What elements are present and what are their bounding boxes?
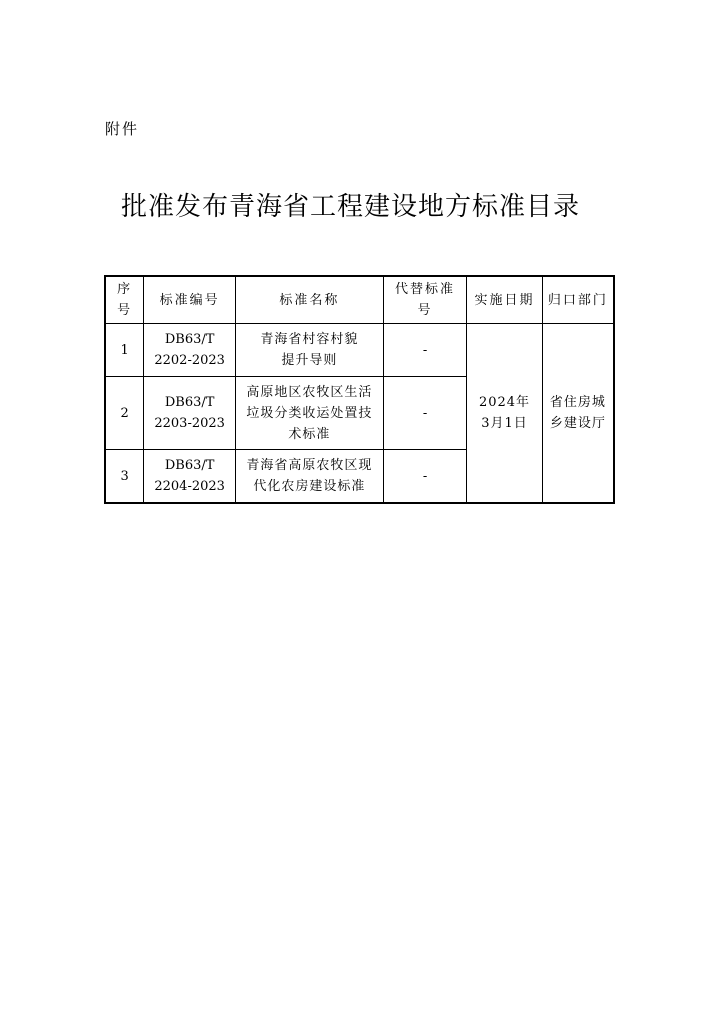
cell-code: DB63/T 2204-2023 — [144, 450, 236, 504]
cell-effective-date: 2024年 3月1日 — [467, 324, 542, 504]
attachment-label: 附件 — [105, 120, 140, 138]
table-header-row — [105, 276, 614, 324]
cell-replaced: - — [383, 377, 467, 450]
header-code: 标准编号 — [144, 276, 236, 324]
cell-name: 青海省村容村貌 提升导则 — [236, 324, 384, 377]
cell-department: 省住房城 乡建设厅 — [542, 324, 614, 504]
page-title: 批准发布青海省工程建设地方标准目录 — [120, 192, 580, 222]
table-row — [105, 324, 614, 377]
header-department: 归口部门 — [542, 276, 614, 324]
cell-code: DB63/T 2203-2023 — [144, 377, 236, 450]
standards-table — [104, 275, 615, 504]
cell-seq: 3 — [105, 450, 144, 504]
cell-seq: 1 — [105, 324, 144, 377]
header-replaced: 代替标准号 — [383, 276, 467, 324]
header-name: 标准名称 — [236, 276, 384, 324]
header-seq: 序号 — [105, 276, 144, 324]
cell-replaced: - — [383, 450, 467, 504]
cell-replaced: - — [383, 324, 467, 377]
cell-seq: 2 — [105, 377, 144, 450]
cell-code: DB63/T 2202-2023 — [144, 324, 236, 377]
cell-name: 高原地区农牧区生活 垃圾分类收运处置技 术标准 — [236, 377, 384, 450]
header-effective-date: 实施日期 — [467, 276, 542, 324]
cell-name: 青海省高原农牧区现 代化农房建设标准 — [236, 450, 384, 504]
